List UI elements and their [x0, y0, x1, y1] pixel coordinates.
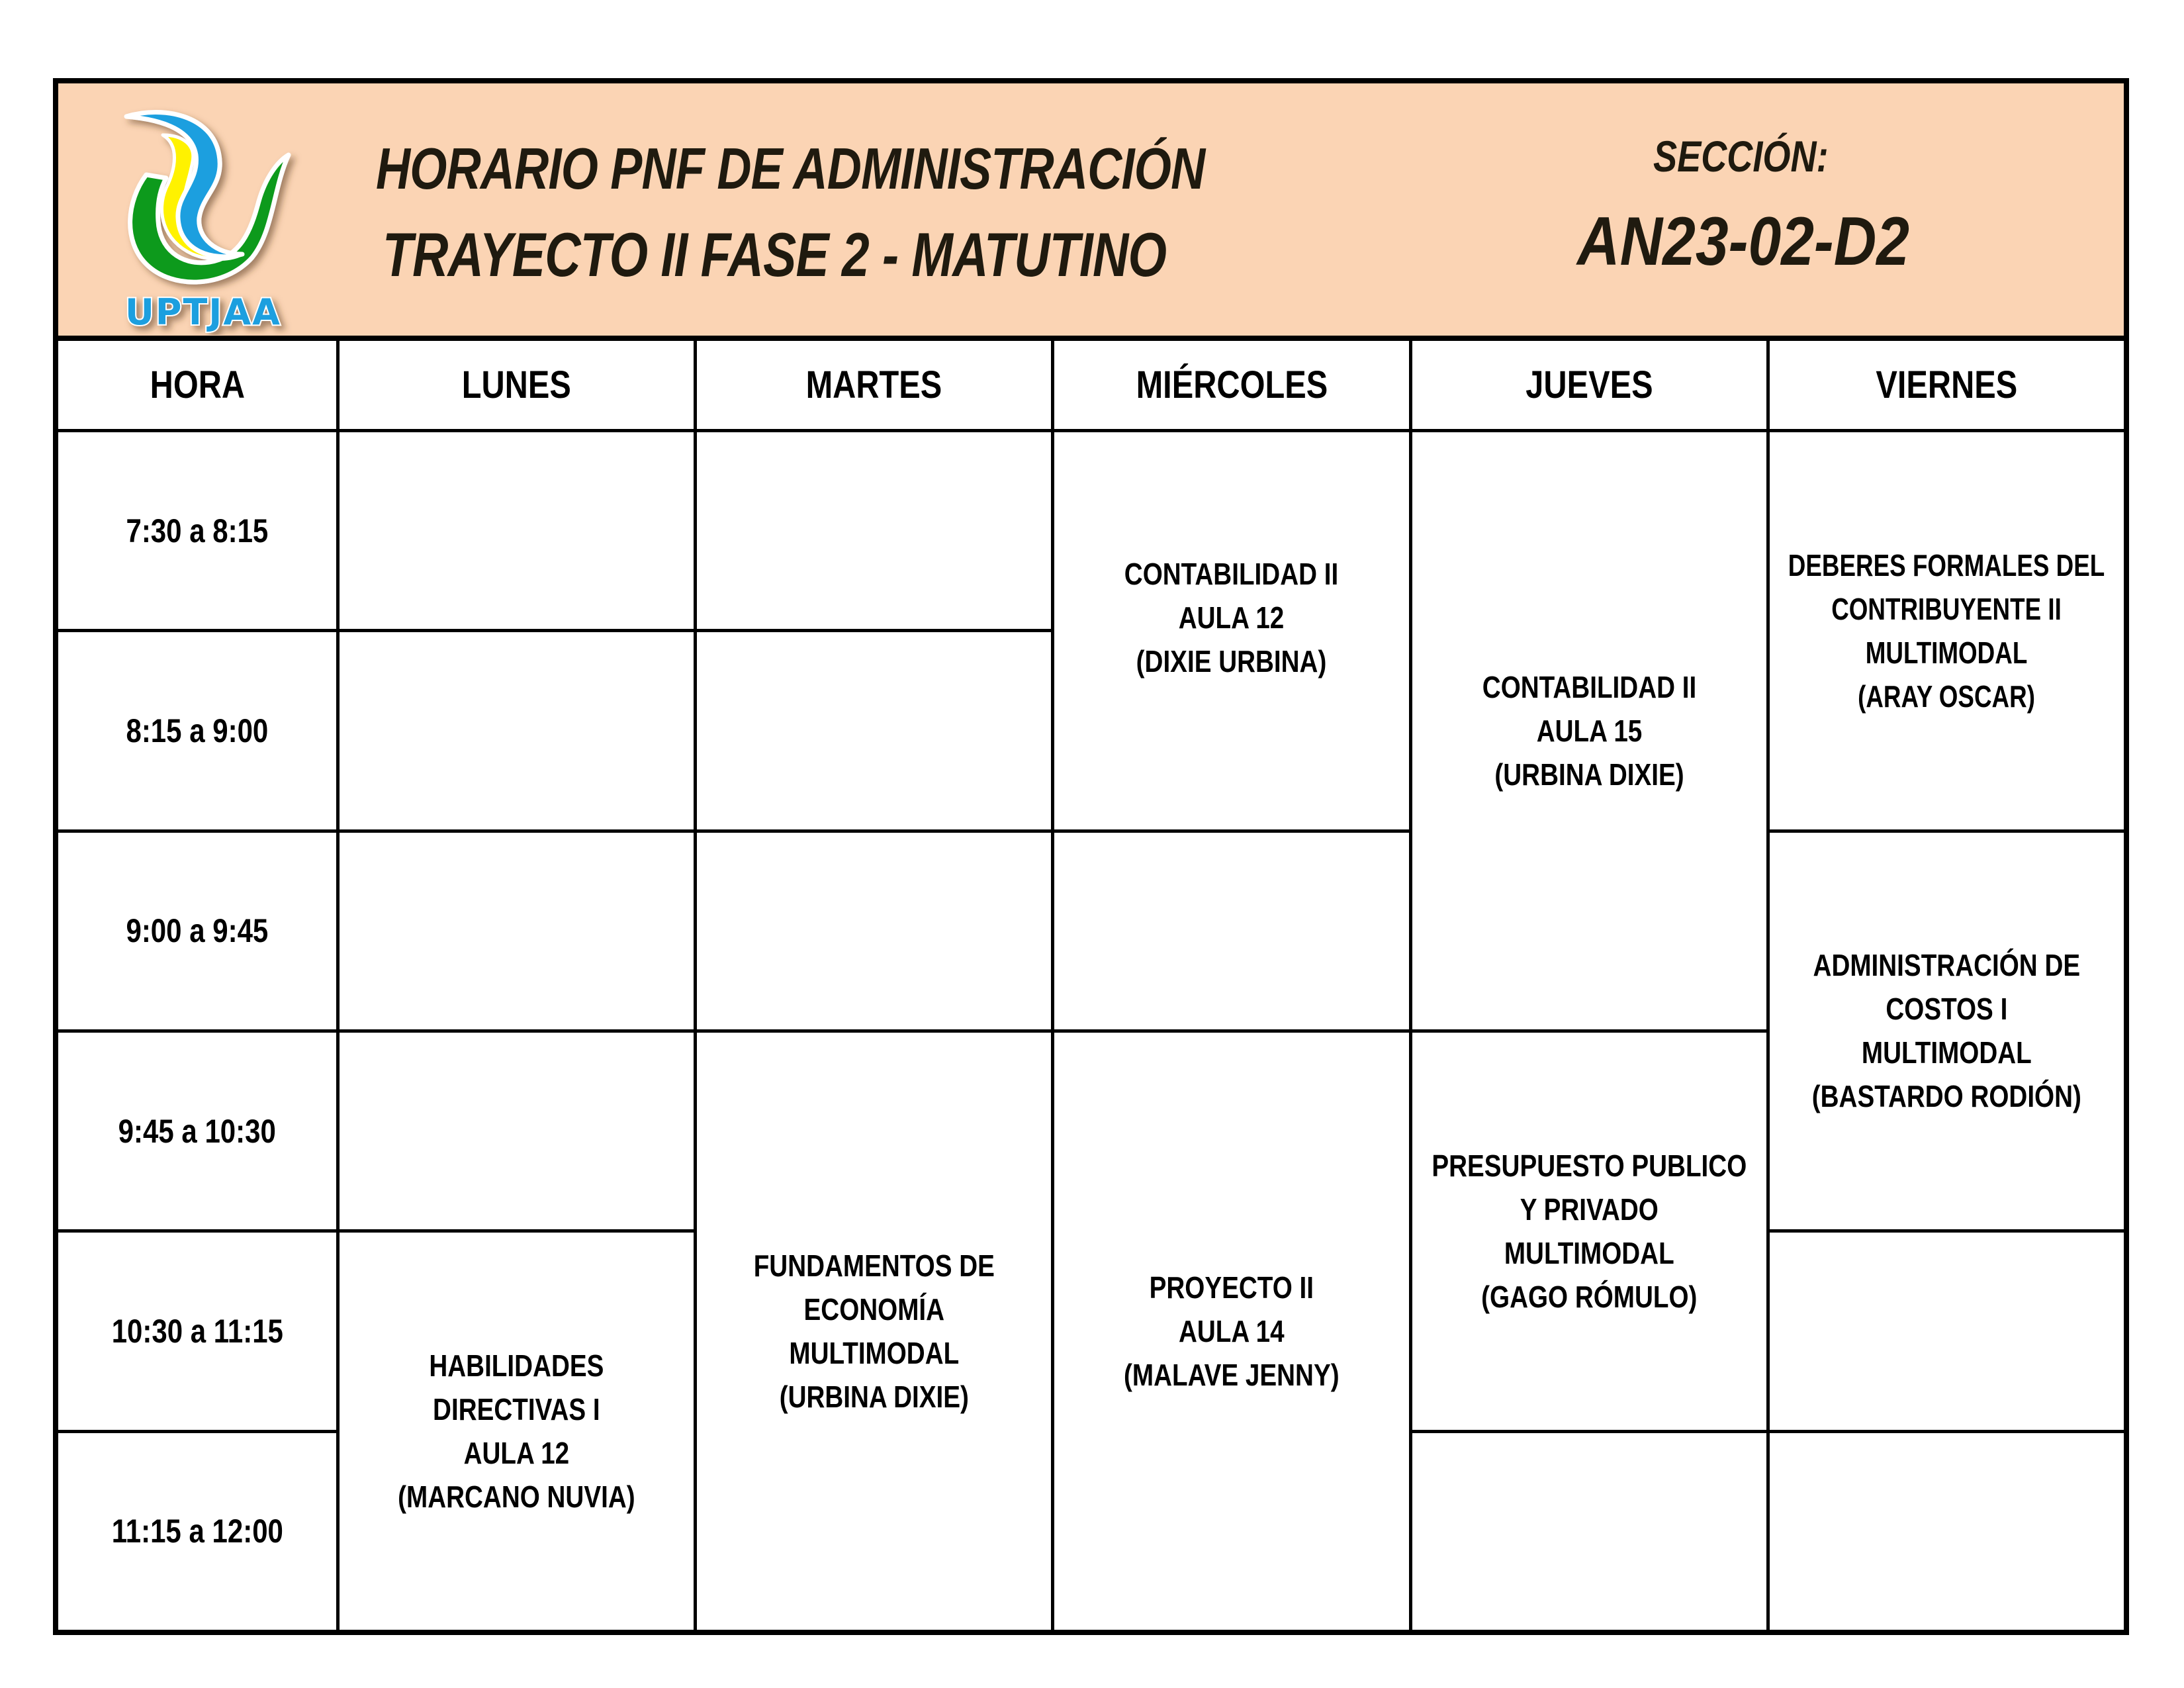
column-header-label: MARTES: [805, 363, 942, 406]
class-block-fundamentos-economia: [697, 1033, 1051, 1630]
column-header-lunes: [340, 341, 694, 429]
time-label: 9:45 a 10:30: [118, 1112, 277, 1150]
empty-slot: [1770, 1433, 2124, 1630]
empty-slot: [340, 432, 694, 629]
time-slot: [58, 1233, 336, 1429]
class-block-proyecto: [1054, 1033, 1409, 1630]
class-name: FUNDAMENTOS DE: [753, 1248, 995, 1283]
empty-slot: [697, 432, 1051, 629]
uptjaa-logo: [100, 89, 306, 335]
column-header-jueves: [1412, 341, 1766, 429]
empty-slot: [340, 1033, 694, 1229]
class-name: CONTABILIDAD II: [1124, 556, 1339, 591]
time-label: 8:15 a 9:00: [126, 712, 269, 749]
column-header-label: LUNES: [461, 363, 572, 406]
class-block-deberes-formales: [1770, 432, 2124, 829]
class-name: ECONOMÍA: [803, 1292, 944, 1327]
class-name: PRESUPUESTO PUBLICO: [1432, 1148, 1747, 1183]
time-label: 10:30 a 11:15: [111, 1312, 283, 1350]
column-header-martes: [697, 341, 1051, 429]
empty-slot: [697, 632, 1051, 829]
section-code: AN23-02-D2: [1577, 203, 1910, 280]
class-name: Y PRIVADO: [1520, 1192, 1659, 1227]
header-banner: [58, 83, 2124, 336]
class-block-habilidades-directivas: [340, 1233, 694, 1630]
schedule-grid: [58, 341, 2124, 1630]
time-slot: [58, 632, 336, 829]
column-header-label: HORA: [150, 363, 245, 406]
class-name: DEBERES FORMALES DEL: [1788, 547, 2105, 583]
class-teacher: (BASTARDO RODIÓN): [1811, 1079, 2082, 1114]
empty-slot: [1412, 1433, 1766, 1630]
class-teacher: (MARCANO NUVIA): [398, 1479, 635, 1515]
column-header-miercoles: [1054, 341, 1409, 429]
time-label: 7:30 a 8:15: [126, 512, 269, 549]
title-line-1: HORARIO PNF DE ADMINISTRACIÓN: [376, 136, 1205, 201]
class-name: HABILIDADES: [429, 1348, 604, 1383]
empty-slot: [697, 833, 1051, 1029]
section-label: SECCIÓN:: [1653, 132, 1829, 181]
time-label: 11:15 a 12:00: [111, 1513, 283, 1550]
class-block-contabilidad-jueves: [1412, 432, 1766, 1029]
class-name: CONTRIBUYENTE II: [1831, 591, 2062, 626]
column-header-hora: [58, 341, 336, 429]
class-name: PROYECTO II: [1149, 1270, 1314, 1305]
time-slot: [58, 833, 336, 1029]
column-header-label: JUEVES: [1525, 363, 1653, 406]
class-name: COSTOS I: [1886, 992, 2008, 1027]
class-name: CONTABILIDAD II: [1482, 670, 1697, 704]
schedule-table: [53, 78, 2129, 1635]
time-slot: [58, 1433, 336, 1630]
title-line-2: TRAYECTO II FASE 2 - MATUTINO: [383, 220, 1167, 289]
class-room: AULA 15: [1536, 714, 1643, 748]
empty-slot: [340, 833, 694, 1029]
class-modality: MULTIMODAL: [789, 1336, 959, 1370]
class-room: AULA 12: [463, 1436, 570, 1471]
class-teacher: (GAGO RÓMULO): [1481, 1279, 1698, 1314]
class-room: AULA 12: [1179, 600, 1285, 635]
column-header-viernes: [1770, 341, 2124, 429]
time-slot: [58, 1033, 336, 1229]
class-name: ADMINISTRACIÓN DE: [1813, 948, 2081, 983]
class-modality: MULTIMODAL: [1866, 635, 2028, 670]
class-teacher: (DIXIE URBINA): [1136, 643, 1327, 679]
class-block-presupuesto: [1412, 1033, 1766, 1430]
class-teacher: (URBINA DIXIE): [1494, 757, 1684, 792]
column-header-label: VIERNES: [1876, 363, 2018, 406]
class-name: DIRECTIVAS I: [433, 1392, 600, 1427]
class-teacher: (URBINA DIXIE): [779, 1380, 969, 1414]
class-modality: MULTIMODAL: [1504, 1235, 1674, 1270]
class-modality: MULTIMODAL: [1862, 1035, 2032, 1070]
empty-slot: [1770, 1233, 2124, 1429]
class-teacher: (ARAY OSCAR): [1858, 679, 2036, 714]
time-label: 9:00 a 9:45: [126, 912, 269, 950]
column-header-label: MIÉRCOLES: [1136, 363, 1328, 406]
logo-text: UPTJAA: [125, 291, 281, 333]
class-block-contabilidad-miercoles: [1054, 432, 1409, 829]
empty-slot: [340, 632, 694, 829]
time-slot: [58, 432, 336, 629]
empty-slot: [1054, 833, 1409, 1029]
class-teacher: (MALAVE JENNY): [1124, 1358, 1340, 1392]
class-room: AULA 14: [1179, 1314, 1285, 1348]
class-block-administracion-costos: [1770, 833, 2124, 1230]
